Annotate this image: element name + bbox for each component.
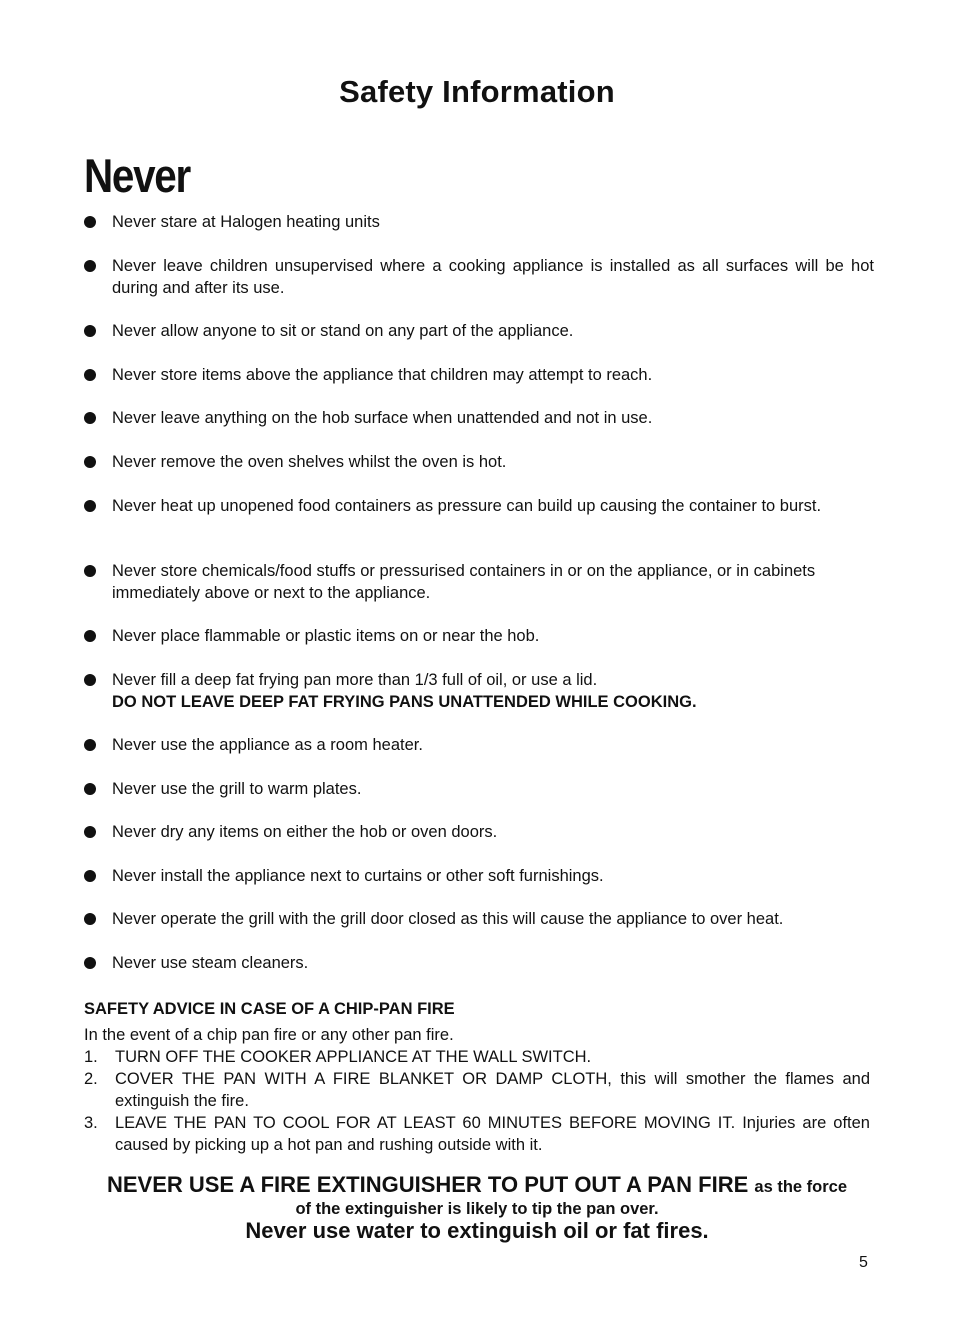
warning-main-line <box>0 1170 954 1202</box>
bullet-icon <box>84 739 96 751</box>
list-item <box>84 669 874 713</box>
list-item-text: Never heat up unopened food containers as pressure can build up causing the container to burst. <box>112 497 822 515</box>
list-item <box>84 778 874 800</box>
list-item-text: Never store items above the appliance that children may attempt to reach. <box>112 366 653 384</box>
bullet-icon <box>84 369 96 381</box>
list-item-text: Never allow anyone to sit or stand on any part of the appliance. <box>112 322 574 340</box>
list-item <box>84 255 874 299</box>
bullet-icon <box>84 674 96 686</box>
bullet-icon <box>84 913 96 925</box>
list-item <box>84 821 874 843</box>
step-text: COVER THE PAN WITH A FIRE BLANKET OR DAMP CLOTH, this will smother the flames and extinguish the fire. <box>115 1070 870 1110</box>
list-item <box>84 560 874 604</box>
list-item-text: Never fill a deep fat frying pan more than 1/3 full of oil, or use a lid. <box>112 671 598 689</box>
bullet-icon <box>84 325 96 337</box>
never-heading: Never <box>84 149 190 202</box>
advice-step <box>84 1046 870 1068</box>
list-item-text: Never leave children unsupervised where a cooking appliance is installed as all surfaces will be hot during and after its use. <box>112 257 874 297</box>
list-item <box>84 625 874 647</box>
bullet-icon <box>84 500 96 512</box>
list-item-text: Never use the grill to warm plates. <box>112 780 362 798</box>
step-text: LEAVE THE PAN TO COOL FOR AT LEAST 60 MINUTES BEFORE MOVING IT. Injuries are often caused by picking up a hot pan and rushing outside with it. <box>115 1114 870 1154</box>
bullet-icon <box>84 783 96 795</box>
list-item <box>84 407 874 429</box>
advice-heading: SAFETY ADVICE IN CASE OF A CHIP-PAN FIRE <box>84 1000 455 1018</box>
list-item-text: Never install the appliance next to curtains or other soft furnishings. <box>112 867 604 885</box>
list-item-warning: DO NOT LEAVE DEEP FAT FRYING PANS UNATTENDED WHILE COOKING. <box>112 693 697 711</box>
step-text: TURN OFF THE COOKER APPLIANCE AT THE WALL SWITCH. <box>115 1048 592 1066</box>
warning-small-b: of the extinguisher is likely to tip the pan over. <box>295 1200 659 1218</box>
chip-pan-fire-advice <box>84 998 870 1156</box>
bullet-icon <box>84 456 96 468</box>
pan-fire-warning <box>0 1170 954 1246</box>
page-title: Safety Information <box>339 74 615 109</box>
page-number: 5 <box>859 1254 868 1271</box>
list-item-text: Never dry any items on either the hob or oven doors. <box>112 823 498 841</box>
list-item-text: Never stare at Halogen heating units <box>112 213 380 231</box>
bullet-icon <box>84 565 96 577</box>
list-item-text: Never remove the oven shelves whilst the oven is hot. <box>112 453 507 471</box>
warning-small-a: as the force <box>754 1178 848 1196</box>
bullet-icon <box>84 412 96 424</box>
bullet-icon <box>84 870 96 882</box>
step-number: 3. <box>84 1114 98 1132</box>
list-item-text: Never place flammable or plastic items on or near the hob. <box>112 627 540 645</box>
bullet-icon <box>84 260 96 272</box>
advice-intro: In the event of a chip pan fire or any other pan fire. <box>84 1026 454 1044</box>
bullet-icon <box>84 957 96 969</box>
bullet-icon <box>84 216 96 228</box>
list-item <box>84 320 874 342</box>
list-item-text: Never store chemicals/food stuffs or pressurised containers in or on the appliance, or in cabinets immediately above or next to the appliance. <box>112 562 816 602</box>
list-item-text: Never use the appliance as a room heater. <box>112 736 423 754</box>
list-item-text: Never leave anything on the hob surface when unattended and not in use. <box>112 409 653 427</box>
advice-step <box>84 1068 870 1112</box>
list-item <box>84 211 874 233</box>
list-item-text: Never use steam cleaners. <box>112 954 309 972</box>
list-item <box>84 865 874 887</box>
list-item <box>84 364 874 386</box>
list-item <box>84 952 874 974</box>
list-item <box>84 451 874 473</box>
advice-step <box>84 1112 870 1156</box>
list-item-text: Never operate the grill with the grill door closed as this will cause the appliance to over heat. <box>112 910 784 928</box>
warning-water: Never use water to extinguish oil or fat fires. <box>245 1218 709 1243</box>
step-number: 1. <box>84 1048 98 1066</box>
list-item <box>84 734 874 756</box>
list-item <box>84 495 874 517</box>
bullet-icon <box>84 630 96 642</box>
list-item <box>84 908 874 930</box>
bullet-icon <box>84 826 96 838</box>
step-number: 2. <box>84 1070 98 1088</box>
warning-main: NEVER USE A FIRE EXTINGUISHER TO PUT OUT A PAN FIRE <box>106 1172 749 1197</box>
